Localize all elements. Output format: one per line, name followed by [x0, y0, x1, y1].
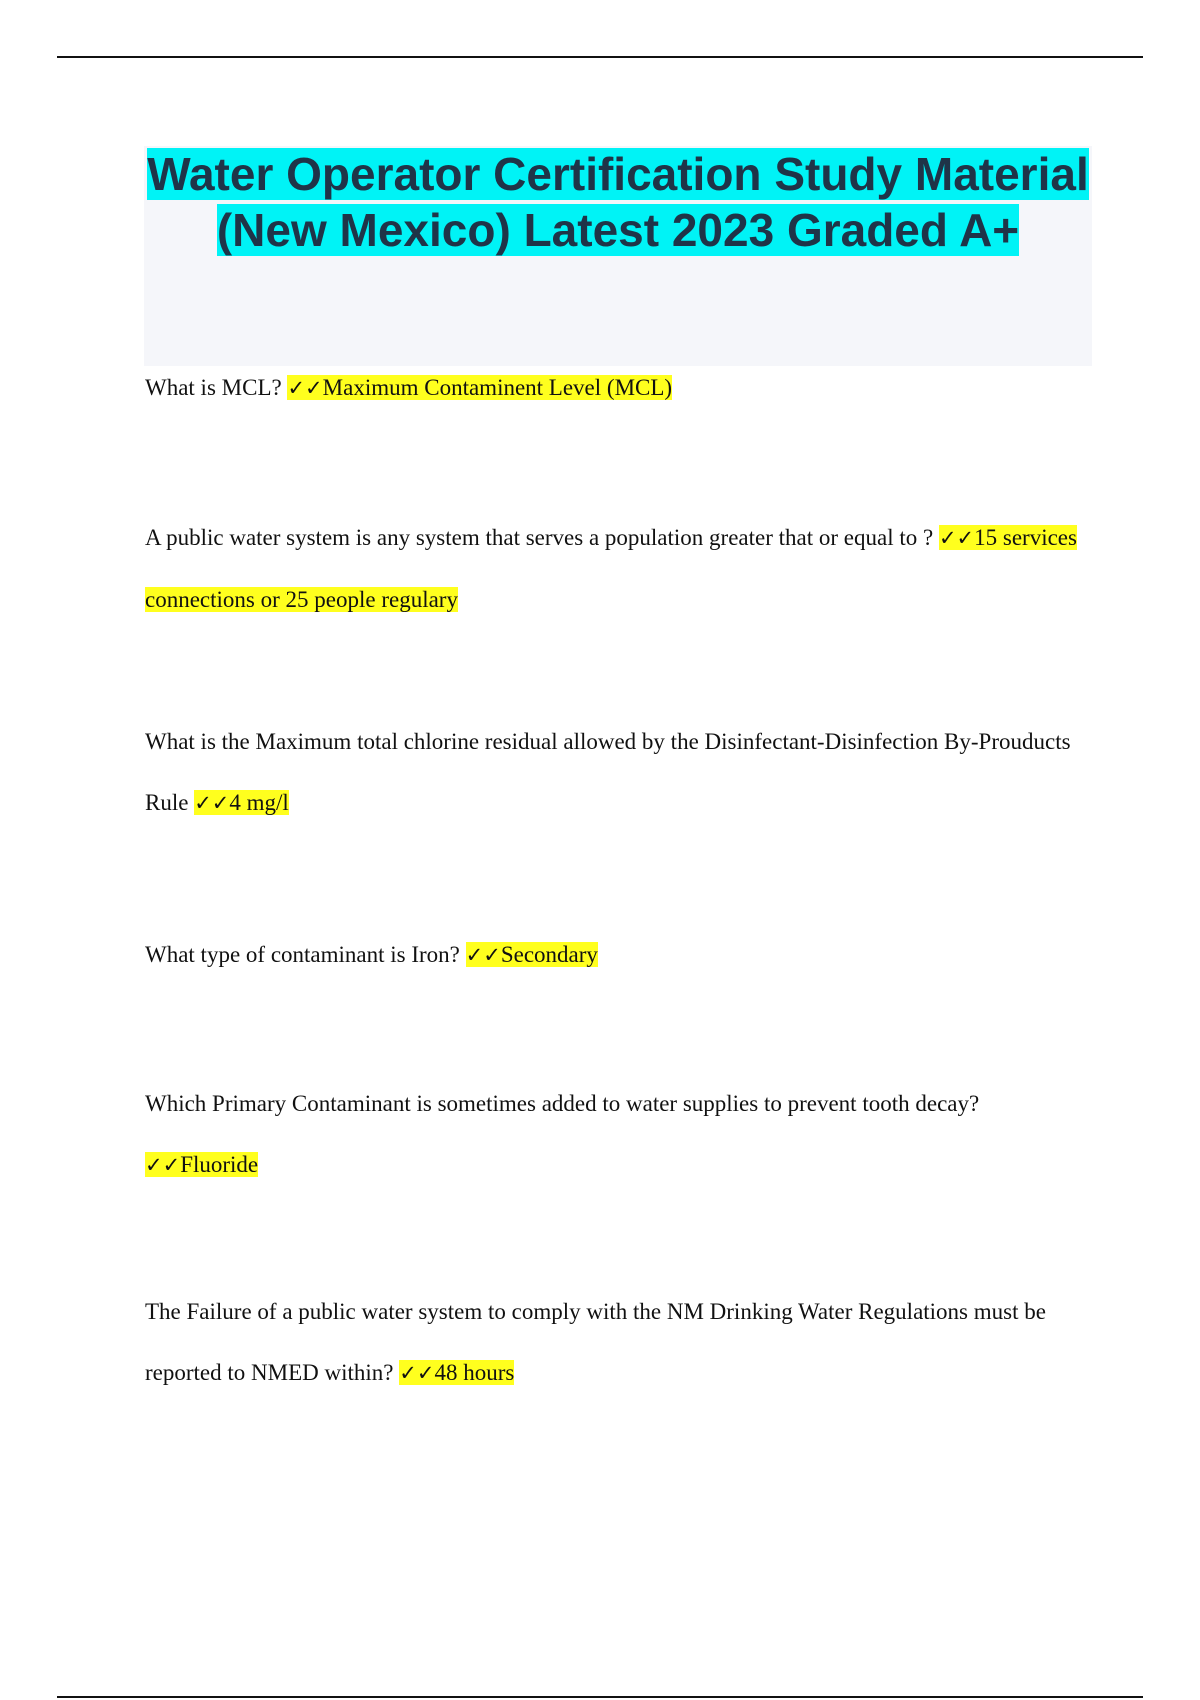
top-rule [57, 56, 1143, 58]
double-check-icon: ✓✓ [399, 1361, 435, 1385]
answer-text: Fluoride [180, 1152, 259, 1177]
answer-highlight [287, 375, 672, 400]
answer-highlight [145, 1152, 258, 1177]
answer-highlight [399, 1360, 514, 1385]
qa-item [145, 1281, 1095, 1404]
double-check-icon: ✓✓ [194, 791, 230, 815]
question-text: What is the Maximum total chlorine residual allowed by the Disinfectant-Disinfection By-Prouducts Rule [145, 729, 1071, 815]
question-text: The Failure of a public water system to comply with the NM Drinking Water Regulations must be reported to NMED within? [145, 1299, 1046, 1385]
answer-highlight [194, 790, 289, 815]
title-box [144, 146, 1092, 366]
bottom-rule [57, 1696, 1143, 1698]
qa-item [145, 924, 1095, 986]
double-check-icon: ✓✓ [287, 376, 323, 400]
qa-item [145, 357, 1095, 419]
qa-item [145, 1073, 1095, 1196]
question-text: What type of contaminant is Iron? [145, 942, 460, 967]
title-highlight: Water Operator Certification Study Material (New Mexico) Latest 2023 Graded A+ [147, 148, 1089, 256]
answer-text: Maximum Contaminent Level (MCL) [322, 375, 673, 400]
answer-text: Secondary [500, 942, 598, 967]
answer-text: 4 mg/l [229, 790, 289, 815]
answer-text: 15 services connections or 25 people regulary [145, 525, 1077, 612]
double-check-icon: ✓✓ [145, 1153, 181, 1177]
question-text: A public water system is any system that serves a population greater that or equal to ? [145, 525, 934, 550]
double-check-icon: ✓✓ [465, 943, 501, 967]
question-text: What is MCL? [145, 375, 282, 400]
qa-item [145, 507, 1095, 630]
qa-item [145, 711, 1095, 834]
answer-highlight [466, 942, 598, 967]
answer-text: 48 hours [434, 1360, 515, 1385]
double-check-icon: ✓✓ [938, 526, 975, 550]
document-title [144, 146, 1092, 258]
question-text: Which Primary Contaminant is sometimes added to water supplies to prevent tooth decay? [145, 1091, 980, 1116]
